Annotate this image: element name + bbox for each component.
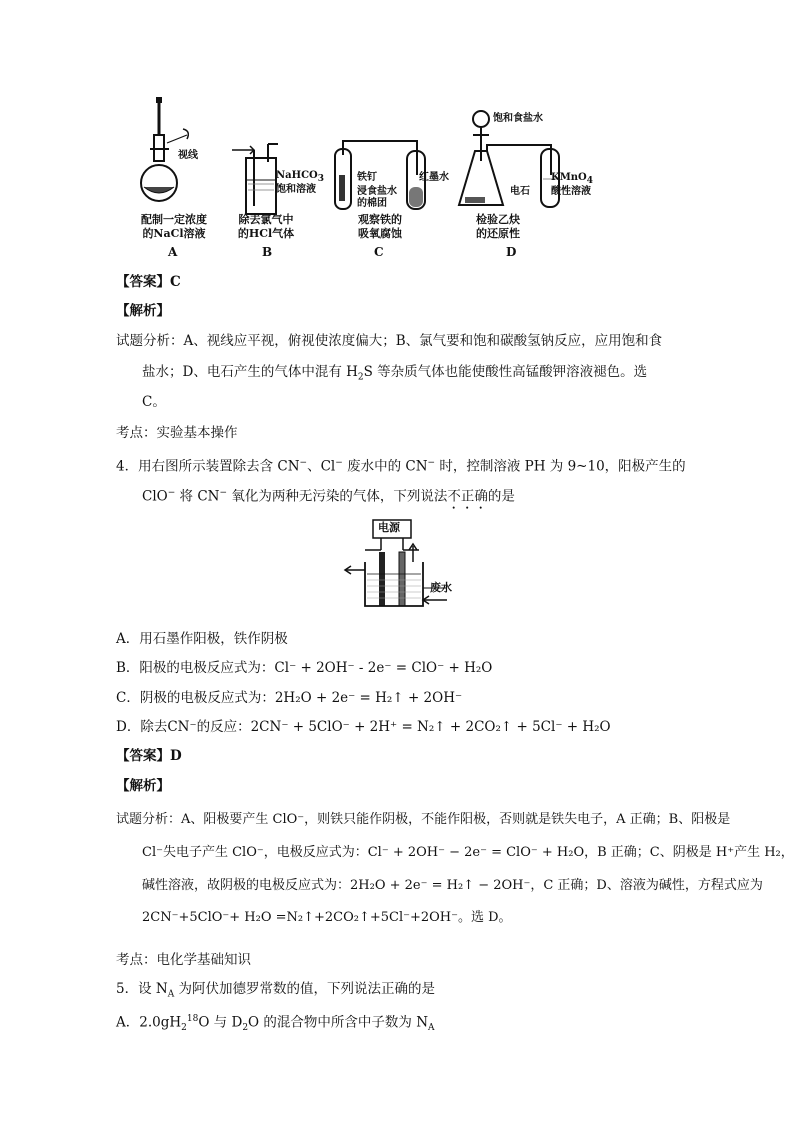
caption-c-line1: 观察铁的: [358, 213, 402, 226]
q4-option-c: C．阴极的电极反应式为：2H₂O + 2e⁻ = H₂↑ + 2OH⁻: [116, 690, 463, 706]
q5-option-a: A．$2.0gH_2^{18}O$ 与 $D_2O$ 的混合物中所含中子数为 $N_A$: [116, 1014, 435, 1034]
q4-option-b: B．阳极的电极反应式为：Cl⁻ + 2OH⁻ - 2e⁻ = ClO⁻ + H₂O: [116, 660, 493, 676]
label-shixian: 视线: [178, 150, 198, 161]
letter-b: B: [262, 245, 273, 259]
q5-stem: 5．设 $N_A$ 为阿伏加德罗常数的值，下列说法正确的是: [116, 981, 435, 1000]
label-hongmo: 红墨水: [419, 172, 449, 183]
label-power: 电源: [378, 521, 400, 534]
letter-a: A: [168, 245, 178, 259]
caption-b-line1: 除去氯气中: [238, 213, 294, 226]
q4-stem-line1: 4．用右图所示装置除去含 CN−、Cl− 废水中的 CN− 时，控制溶液 PH 为 9~10，阳极产生的: [116, 458, 686, 475]
q4-analysis-line3: 碱性溶液，故阴极的电极反应式为：2H₂O + 2e⁻ = H₂↑ − 2OH⁻，C 正确；D、溶液为碱性，方程式应为: [142, 878, 763, 893]
letter-c: C: [374, 245, 384, 259]
label-nahco3: NaHCO$_3$: [276, 170, 325, 184]
label-tieding: 铁钉: [357, 172, 377, 183]
label-nahco3-sat: 饱和溶液: [276, 184, 316, 195]
caption-c-line2: 吸氧腐蚀: [358, 227, 402, 240]
letter-d: D: [506, 245, 517, 259]
q4-kaodian: 考点：电化学基础知识: [116, 952, 251, 968]
q3-analysis-title: 【解析】: [116, 303, 170, 319]
caption-b-line2: 的HCl气体: [237, 227, 295, 240]
label-kmno4-acid: 酸性溶液: [551, 186, 591, 197]
q4-option-d: D．除去CN⁻的反应：2CN⁻ + 5ClO⁻ + 2H⁺ = N₂↑ + 2CO₂↑ + 5Cl⁻ + H₂O: [116, 719, 611, 735]
q4-stem-line2: ClO− 将 CN− 氧化为两种无污染的气体，下列说法不正确的是: [142, 488, 515, 505]
label-kmno4: KMnO$_4$: [551, 172, 594, 186]
label-jinshi1: 浸食盐水: [357, 186, 397, 197]
q3-analysis-line2: 盐水；D、电石产生的气体中混有 $H_2S$ 等杂质气体也能使酸性高锰酸钾溶液褪色。选: [142, 364, 648, 383]
label-waste-water: 废水: [430, 581, 452, 594]
label-jinshi2: 的棉团: [357, 198, 387, 209]
caption-d-line2: 的还原性: [476, 227, 520, 240]
q4-analysis-title: 【解析】: [116, 778, 170, 794]
q4-answer: 【答案】D: [116, 748, 182, 764]
q4-option-a: A．用石墨作阳极，铁作阴极: [116, 631, 288, 647]
q4-analysis-line4: 2CN⁻+5ClO⁻+ H₂O =N₂↑+2CO₂↑+5Cl⁻+2OH⁻。选 D。: [142, 910, 512, 925]
caption-a-line1: 配制一定浓度: [141, 213, 207, 226]
q3-analysis-line3: C。: [142, 394, 166, 410]
q4-analysis-line1: 试题分析：A、阳极要产生 ClO⁻，则铁只能作阴极，不能作阳极，否则就是铁失电子，A 正确；B、阳极是: [116, 812, 731, 827]
q4-analysis-line2: Cl⁻失电子产生 ClO⁻，电极反应式为：Cl⁻ + 2OH⁻ − 2e⁻ = ClO⁻ + H₂O，B 正确；C、阴极是 H⁺产生 H₂，: [142, 845, 794, 860]
caption-a-line2: 的NaCl溶液: [142, 227, 206, 240]
caption-d-line1: 检验乙炔: [476, 213, 520, 226]
q3-analysis-line1: 试题分析：A、视线应平视，俯视使浓度偏大；B、氯气要和饱和碳酸氢钠反应，应用饱和食: [116, 333, 663, 349]
label-baohe: 饱和食盐水: [493, 113, 543, 124]
label-dianshi: 电石: [510, 186, 530, 197]
q3-answer: 【答案】C: [116, 274, 181, 290]
q3-kaodian: 考点：实验基本操作: [116, 425, 238, 441]
